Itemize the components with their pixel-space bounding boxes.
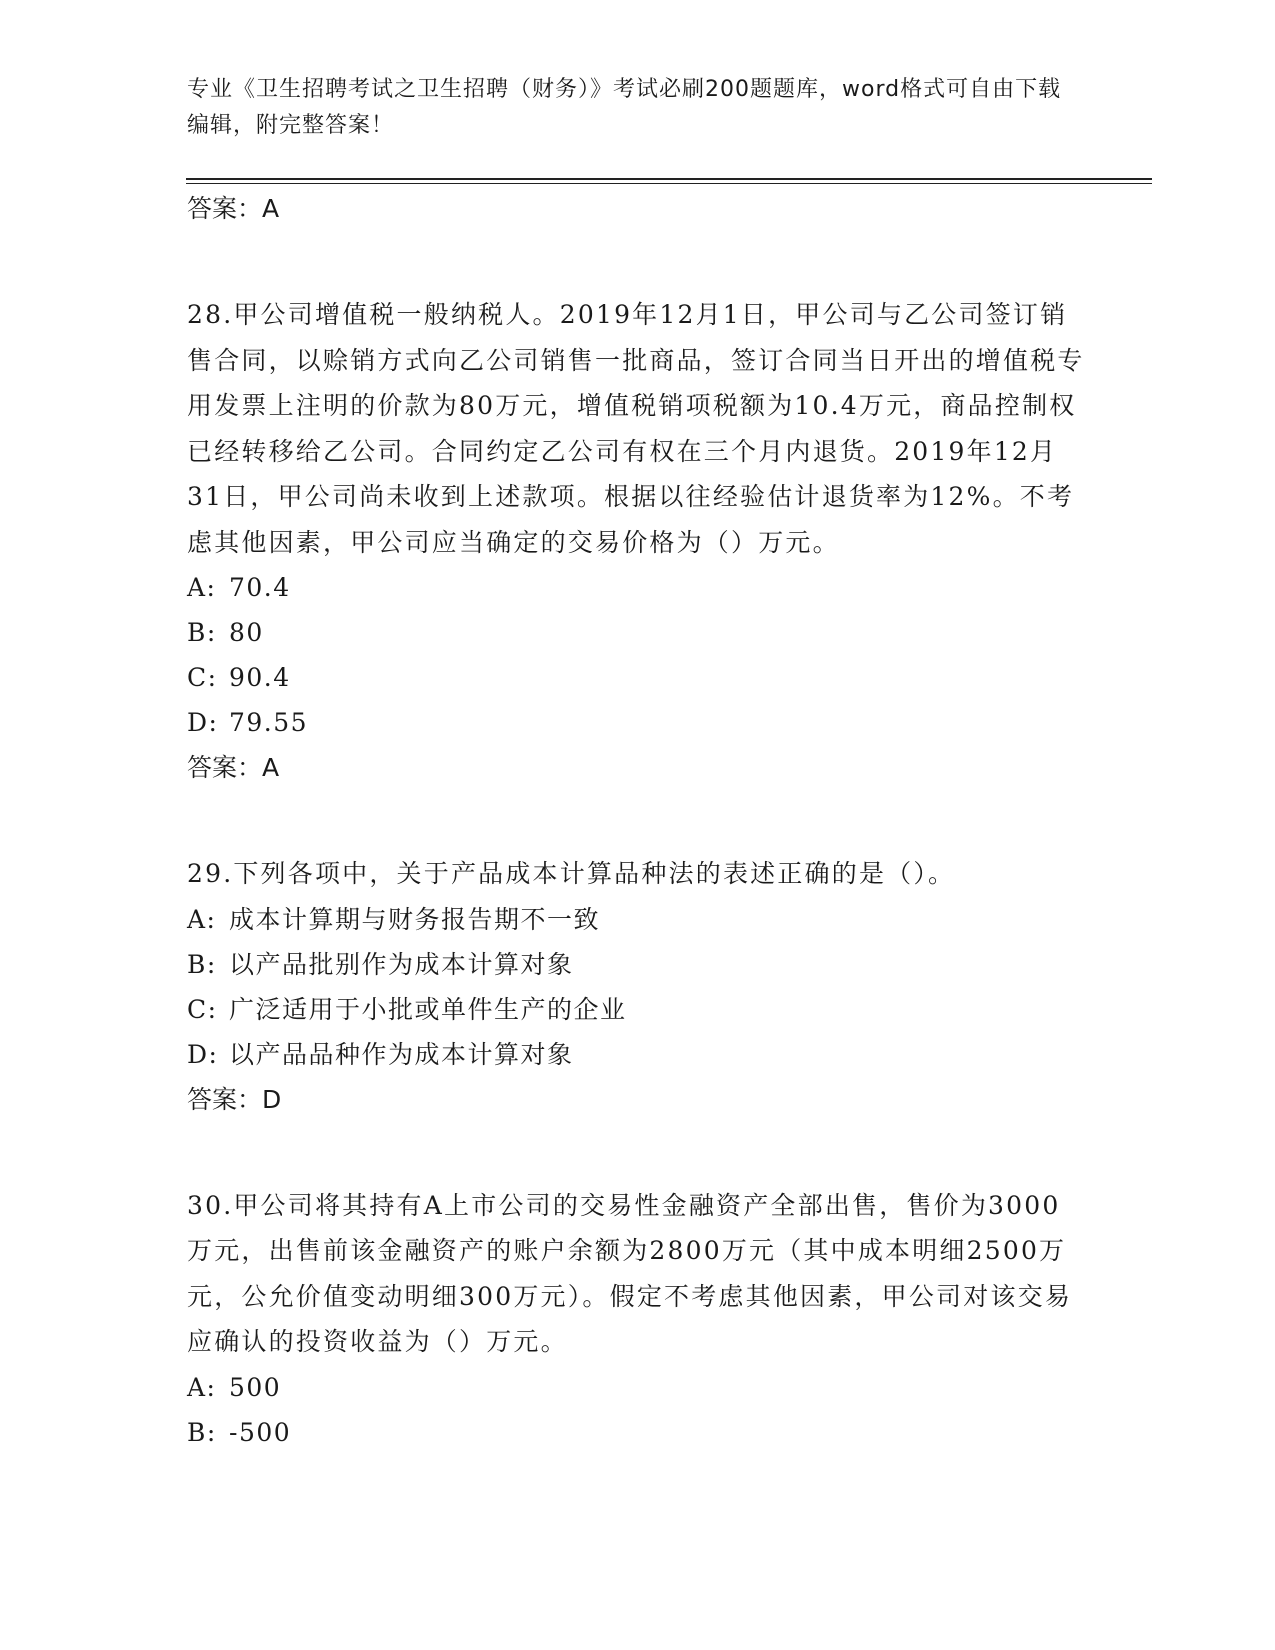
option-b: B: 以产品批别作为成本计算对象: [187, 949, 574, 979]
option-c: C: 90.4: [187, 663, 291, 692]
option-a: A: 成本计算期与财务报告期不一致: [187, 904, 601, 934]
spacer: [187, 1122, 1087, 1183]
answer: 答案：A: [187, 753, 280, 782]
answer: 答案：D: [187, 1084, 282, 1114]
question-stem: 30.甲公司将其持有A上市公司的交易性金融资产全部出售，售价为3000万元，出售前该金融资产的账户余额为2800万元（其中成本明细2500万元，公允价值变动明细300万元）。假定不考虑其他因素，甲公司对该交易应确认的投资收益为（）万元。: [187, 1190, 1073, 1356]
question-28: [187, 292, 1087, 790]
previous-answer: 答案：A: [187, 194, 280, 223]
question-30: [187, 1183, 1087, 1455]
spacer: [187, 790, 1087, 851]
option-a: A: 500: [187, 1372, 282, 1402]
option-a: A: 70.4: [187, 573, 291, 602]
option-c: C: 广泛适用于小批或单件生产的企业: [187, 994, 627, 1024]
question-list: [187, 186, 1087, 1455]
option-b: B: 80: [187, 618, 264, 647]
option-b: B: -500: [187, 1417, 292, 1447]
header-rule-thick: [186, 178, 1152, 180]
page-header: 专业《卫生招聘考试之卫生招聘（财务）》考试必刷200题题库，word格式可自由下载编辑，附完整答案！: [187, 77, 1062, 138]
option-d: D: 79.55: [187, 708, 309, 737]
question-stem: 29.下列各项中，关于产品成本计算品种法的表述正确的是（）。: [187, 859, 956, 888]
option-d: D: 以产品品种作为成本计算对象: [187, 1039, 574, 1069]
question-stem: 28.甲公司增值税一般纳税人。2019年12月1日，甲公司与乙公司签订销售合同，以赊销方式向乙公司销售一批商品，签订合同当日开出的增值税专用发票上注明的价款为80万元，增值税销项税额为10.4万元，商品控制权已经转移给乙公司。合同约定乙公司有权在三个月内退货。2019年12月31日，甲公司尚未收到上述款项。根据以往经验估计退货率为12%。不考虑其他因素，甲公司应当确定的交易价格为（）万元。: [187, 300, 1085, 557]
question-29: [187, 851, 1087, 1122]
spacer: [187, 231, 1087, 292]
header-rule-thin: [186, 183, 1152, 184]
